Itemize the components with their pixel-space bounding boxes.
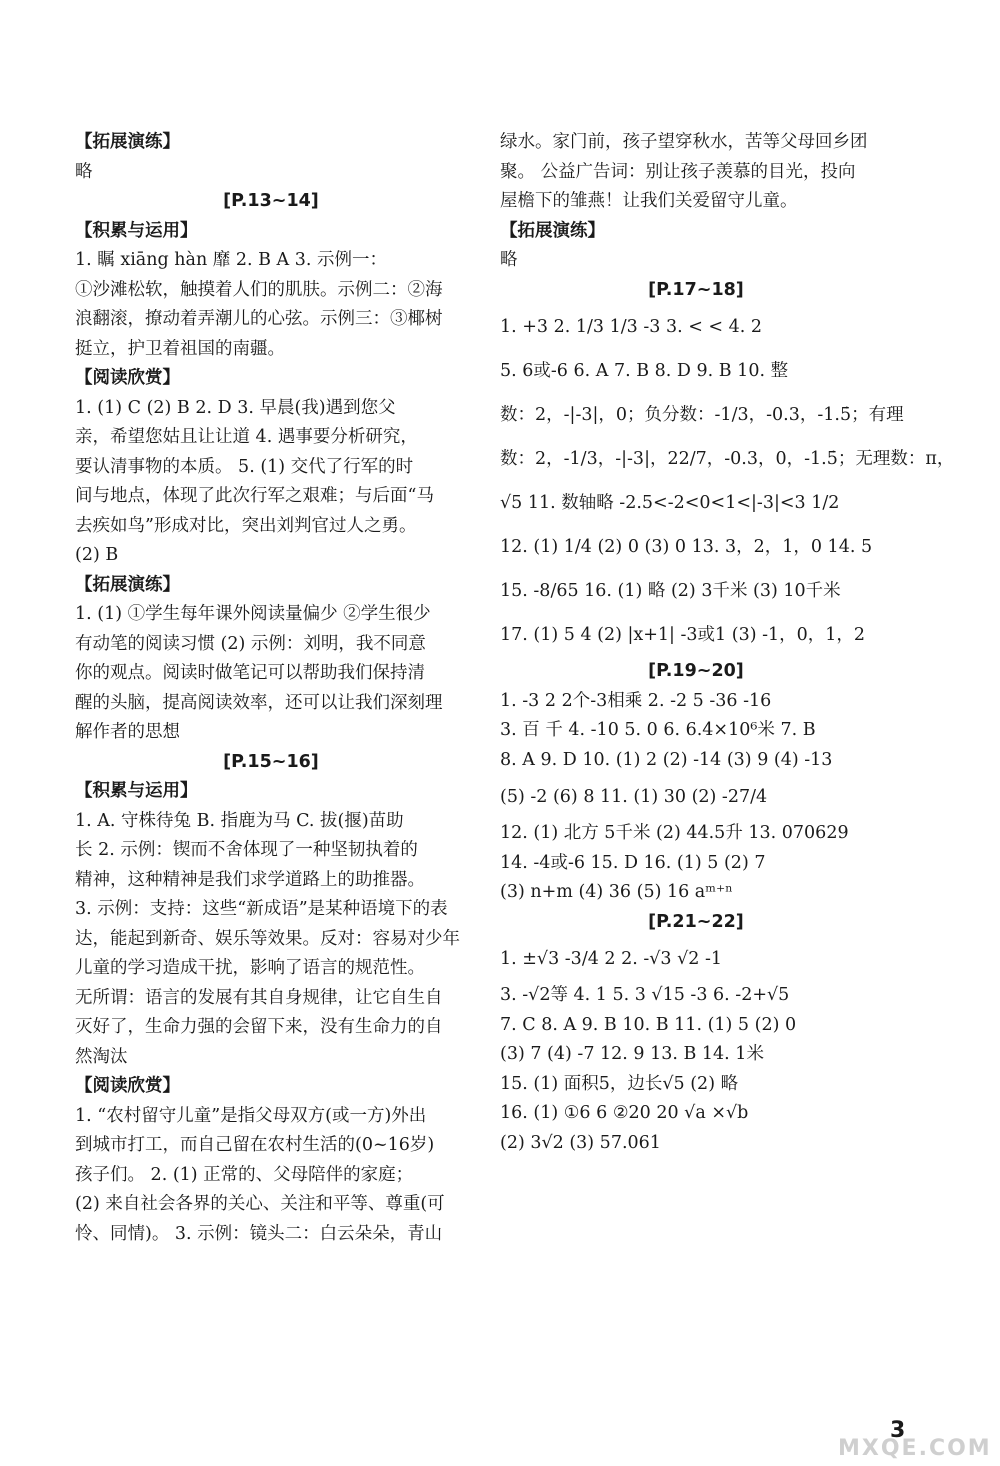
section-heading: 【阅读欣赏】 <box>75 368 180 388</box>
text-line: 到城市打工，而自己留在农村生活的(0~16岁) <box>75 1135 435 1155</box>
left-column <box>75 128 467 1249</box>
text-line: 1. A. 守株待兔 B. 指鹿为马 C. 拔(揠)苗助 <box>75 810 404 831</box>
text-line: 亲，希望您姑且让让道 4. 遇事要分析研究， <box>75 427 418 447</box>
text-line: 间与地点，体现了此次行军之艰难；与后面“马 <box>75 486 434 506</box>
page-range-heading: [P.17~18] <box>648 279 744 300</box>
answer-line: 17. (1) 5 4 (2) |x+1| -3或1 (3) -1，0，1，2 <box>500 625 866 645</box>
answer-line: 12. (1) 1/4 (2) 0 (3) 0 13. 3，2，1，0 14. 5 <box>500 537 873 557</box>
section-heading: 【积累与运用】 <box>75 781 198 801</box>
answer-line: 7. C 8. A 9. B 10. B 11. (1) 5 (2) 0 <box>500 1014 797 1035</box>
answer-line: 3. -√2等 4. 1 5. 3 √15 -3 6. -2+√5 <box>500 985 790 1005</box>
text-line: 挺立，护卫着祖国的南疆。 <box>75 338 285 359</box>
page-range-heading: [P.15~16] <box>223 751 319 772</box>
text-line: 有动笔的阅读习惯 (2) 示例：刘明，我不同意 <box>75 633 426 654</box>
text-line: 儿童的学习造成干扰，影响了语言的规范性。 <box>75 958 425 978</box>
answer-line: 3. 百 千 4. -10 5. 0 6. 6.4×10⁶米 7. B <box>500 720 816 740</box>
answer-line: (5) -2 (6) 8 11. (1) 30 (2) -27/4 <box>500 787 768 807</box>
page-range-heading: [P.21~22] <box>648 911 744 932</box>
text-line: 1. “农村留守儿童”是指父母双方(或一方)外出 <box>75 1105 427 1126</box>
answer-line: 12. (1) 北方 5千米 (2) 44.5升 13. 070629 <box>500 823 849 843</box>
watermark: MXQE.COM <box>838 1436 992 1461</box>
text-line: 达，能起到新奇、娱乐等效果。反对：容易对少年 <box>75 928 460 949</box>
text-line: 你的观点。阅读时做笔记可以帮助我们保持清 <box>75 663 425 683</box>
text-line: 怜、同情)。 3. 示例：镜头二：白云朵朵，青山 <box>75 1223 443 1244</box>
answer-line: (3) 7 (4) -7 12. 9 13. B 14. 1米 <box>500 1044 764 1064</box>
right-column <box>500 128 955 1158</box>
answer-line: √5 11. 数轴略 -2.5<-2<0<1<|-3|<3 1/2 <box>500 493 840 513</box>
page-number: 3 <box>890 1418 906 1443</box>
section-heading: 【积累与运用】 <box>75 220 198 241</box>
text-line: 然淘汰 <box>75 1046 128 1067</box>
text-line: (2) 来自社会各界的关心、关注和平等、尊重(可 <box>75 1194 445 1214</box>
answer-line: 1. -3 2 2个-3相乘 2. -2 5 -36 -16 <box>500 690 772 711</box>
page-range-heading: [P.13~14] <box>223 191 319 211</box>
text-line: 略 <box>75 161 93 182</box>
text-line: 1. (1) ①学生每年课外阅读量偏少 ②学生很少 <box>75 604 431 624</box>
section-heading: 【拓展演练】 <box>75 132 180 152</box>
text-line: (2) B <box>75 545 119 565</box>
text-line: 长 2. 示例：锲而不舍体现了一种坚韧执着的 <box>75 840 418 860</box>
answer-line: 15. (1) 面积5，边长√5 (2) 略 <box>500 1073 739 1094</box>
section-heading: 【拓展演练】 <box>75 574 180 595</box>
text-line: 3. 示例：支持：这些“新成语”是某种语境下的表 <box>75 899 448 919</box>
answer-line: 8. A 9. D 10. (1) 2 (2) -14 (3) 9 (4) -13 <box>500 749 833 770</box>
section-heading: 【拓展演练】 <box>500 220 605 241</box>
text-line: 醒的头脑，提高阅读效率，还可以让我们深刻理 <box>75 692 443 713</box>
text-line: 聚。 公益广告词：别让孩子羡慕的目光，投向 <box>500 161 856 182</box>
text-line: 略 <box>500 250 518 270</box>
text-line: 要认清事物的本质。 5. (1) 交代了行军的时 <box>75 456 414 477</box>
text-line: 1. 瞩 xiāng hàn 靡 2. B A 3. 示例一： <box>75 250 388 270</box>
text-line: 浪翻滚，撩动着弄潮儿的心弦。示例三：③椰树 <box>75 309 443 329</box>
text-line: 去疾如鸟”形成对比，突出刘判官过人之勇。 <box>75 515 417 536</box>
text-line: 解作者的思想 <box>75 722 180 742</box>
text-line: 绿水。家门前，孩子望穿秋水，苦等父母回乡团 <box>500 132 868 152</box>
answer-line: 16. (1) ①6 6 ②20 20 √a ×√b <box>500 1103 749 1123</box>
section-heading: 【阅读欣赏】 <box>75 1076 180 1096</box>
answer-line: 15. -8/65 16. (1) 略 (2) 3千米 (3) 10千米 <box>500 581 841 601</box>
text-line: 屋檐下的雏燕！让我们关爱留守儿童。 <box>500 191 798 211</box>
answer-line: (3) n+m (4) 36 (5) 16 aᵐ⁺ⁿ <box>500 882 733 902</box>
answer-line: 1. +3 2. 1/3 1/3 -3 3. < < 4. 2 <box>500 317 763 337</box>
answer-line: 数：2，-1/3，-|-3|，22/7，-0.3，0，-1.5̇；无理数：π， <box>500 449 955 469</box>
answer-line: 14. -4或-6 15. D 16. (1) 5 (2) 7 <box>500 852 766 873</box>
answer-line: 1. ±√3 -3/4 2 2. -√3 √2 -1 <box>500 949 723 969</box>
text-line: 1. (1) C (2) B 2. D 3. 早晨(我)遇到您父 <box>75 397 396 418</box>
answer-line: (2) 3√2 (3) 57.061 <box>500 1132 661 1153</box>
answer-line: 数：2，-|-3|，0；负分数：-1/3，-0.3，-1.5̇；有理 <box>500 405 904 425</box>
text-line: 灭好了，生命力强的会留下来，没有生命力的自 <box>75 1017 443 1037</box>
text-line: 精神，这种精神是我们求学道路上的助推器。 <box>75 869 425 890</box>
page-range-heading: [P.19~20] <box>648 661 744 681</box>
text-line: 孩子们。 2. (1) 正常的、父母陪伴的家庭； <box>75 1164 414 1185</box>
text-line: 无所谓：语言的发展有其自身规律，让它自生自 <box>75 987 443 1008</box>
answer-line: 5. 6或-6 6. A 7. B 8. D 9. B 10. 整 <box>500 361 789 381</box>
text-line: ①沙滩松软，触摸着人们的肌肤。示例二：②海 <box>75 279 443 300</box>
